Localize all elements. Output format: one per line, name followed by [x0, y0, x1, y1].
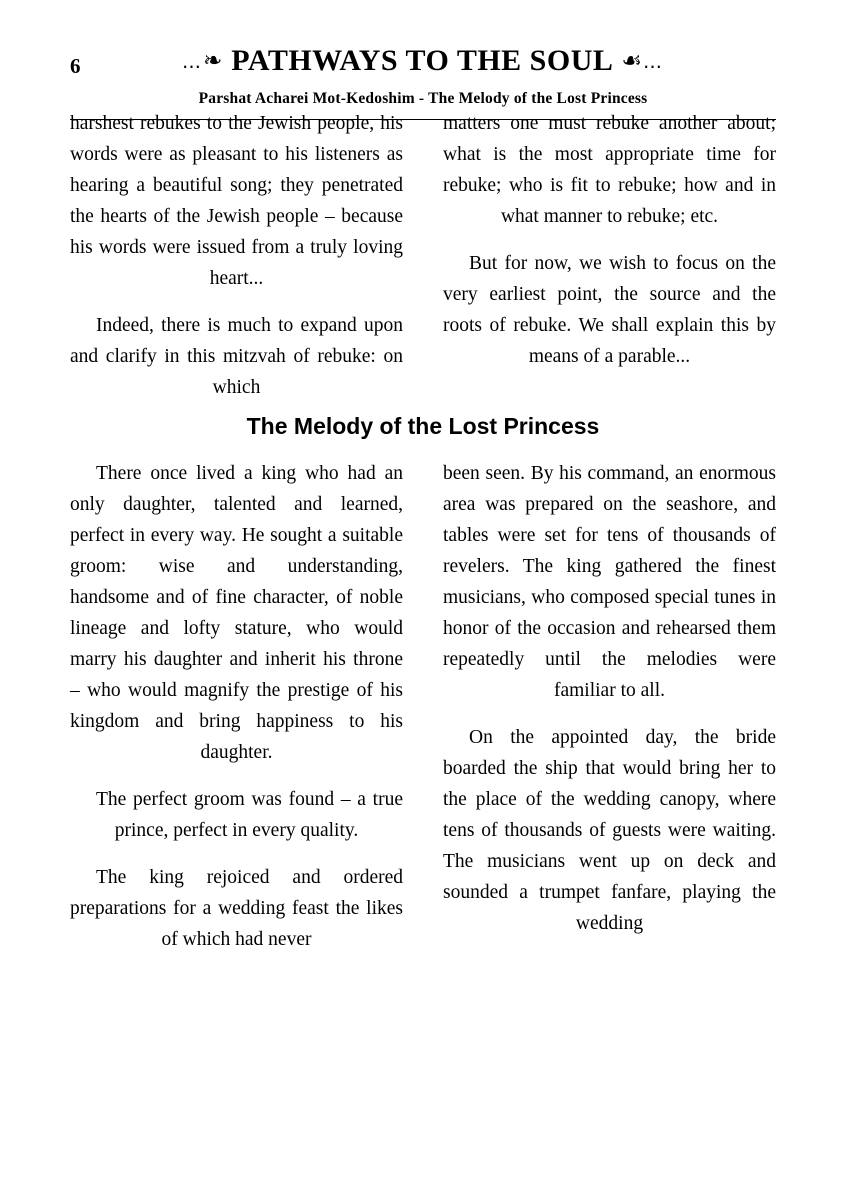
- top-right-column: [443, 108, 776, 403]
- page-number: 6: [70, 54, 81, 78]
- paragraph: The king rejoiced and ordered preparations for a wedding feast the likes of which had never: [70, 867, 403, 950]
- section-heading-wrapper: [70, 413, 776, 440]
- paragraph: The perfect groom was found – a true prince, perfect in every quality.: [96, 789, 403, 841]
- bottom-right-column: [443, 458, 776, 955]
- bottom-columns: [70, 458, 776, 955]
- ornament-left-swirl-icon: ❧: [203, 47, 224, 74]
- top-columns: [70, 108, 776, 403]
- top-left-column: [70, 108, 403, 403]
- ornament-right-icon: [621, 48, 664, 74]
- page-subtitle: Parshat Acharei Mot-Kedoshim - The Melody of the Lost Princess: [198, 90, 648, 107]
- ornament-left-icon: [182, 48, 223, 74]
- bottom-left-column: [70, 458, 403, 955]
- paragraph: Indeed, there is much to expand upon and clarify in this mitzvah of rebuke: on which: [70, 315, 403, 398]
- ornament-right-dots: …: [643, 50, 664, 73]
- paragraph: On the appointed day, the bride boarded the ship that would bring her to the place of the wedding canopy, where tens of thousands of guests were waiting. The musicians went up on deck and sounded a trumpet fanfare, playing the wedding: [443, 727, 776, 934]
- page-title: PATHWAYS TO THE SOUL: [231, 44, 614, 77]
- ornament-right-swirl-icon: ☙: [621, 47, 643, 74]
- header-title-row: [70, 44, 776, 76]
- section-heading: The Melody of the Lost Princess: [246, 413, 600, 439]
- paragraph: been seen. By his command, an enormous area was prepared on the seashore, and tables were set for tens of thousands of revelers. The king gathered the finest musicians, who composed special tunes in honor of the occasion and rehearsed them repeatedly until the melodies were familiar to all.: [443, 463, 776, 701]
- paragraph: matters one must rebuke another about; what is the most appropriate time for rebuke; who is fit to rebuke; how and in what manner to rebuke; etc.: [443, 113, 776, 227]
- paragraph: But for now, we wish to focus on the very earliest point, the source and the roots of rebuke. We shall explain this by means of a parable...: [443, 253, 776, 367]
- header-divider: [70, 119, 776, 120]
- paragraph: harshest rebukes to the Jewish people, his words were as pleasant to his listeners as hearing a beautiful song; they penetrated the hearts of the Jewish people – because his words were issued from a truly loving heart...: [70, 113, 403, 289]
- paragraph: There once lived a king who had an only daughter, talented and learned, perfect in every way. He sought a suitable groom: wise and understanding, handsome and of fine character, of noble lineage and lofty stature, who would marry his daughter and inherit his throne – who would magnify the prestige of his kingdom and bring happiness to his daughter.: [70, 463, 403, 763]
- page-header: [70, 44, 776, 107]
- ornament-left-dots: …: [182, 50, 203, 73]
